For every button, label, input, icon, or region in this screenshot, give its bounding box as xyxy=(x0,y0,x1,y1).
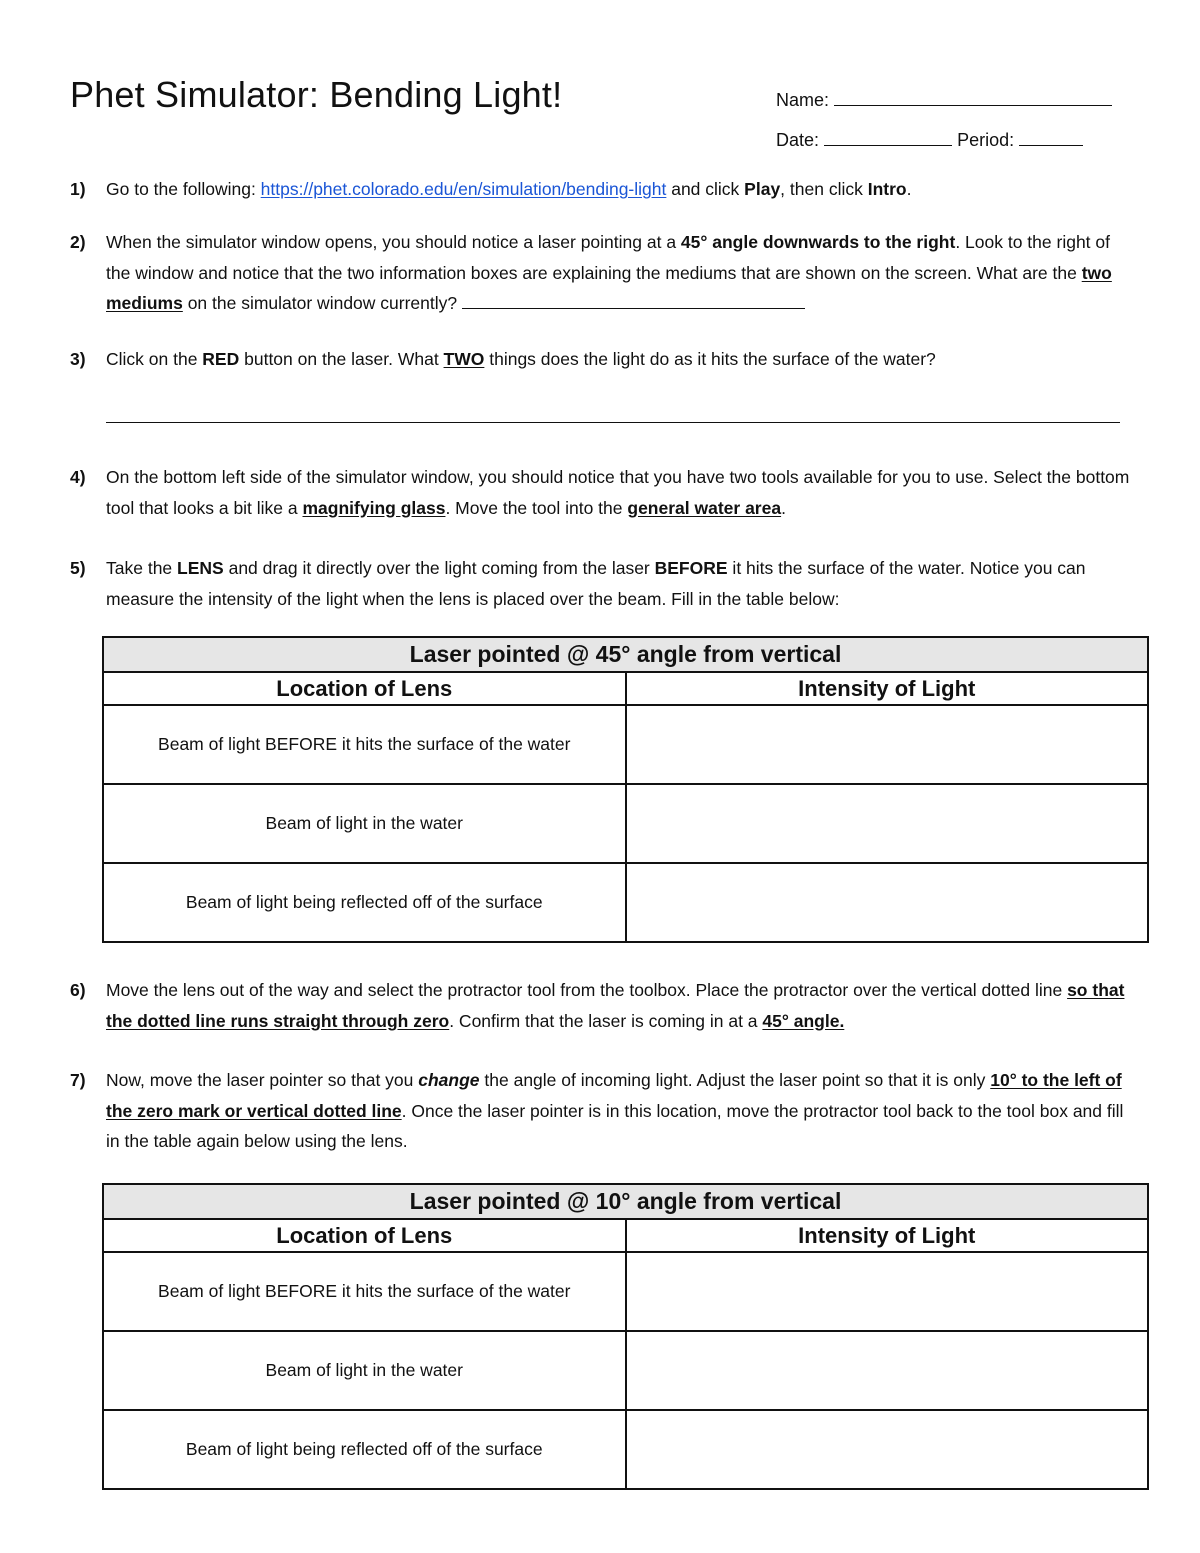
column-header-intensity: Intensity of Light xyxy=(626,1219,1149,1252)
intensity-input-cell[interactable] xyxy=(626,1252,1149,1331)
question-number: 2) xyxy=(70,232,86,252)
location-cell: Beam of light being reflected off of the surface xyxy=(103,863,626,942)
intensity-input-cell[interactable] xyxy=(626,705,1149,784)
table-row xyxy=(103,705,1148,784)
location-cell: Beam of light in the water xyxy=(103,1331,626,1410)
location-cell: Beam of light BEFORE it hits the surface of the water xyxy=(103,705,626,784)
date-label: Date: xyxy=(776,130,820,150)
question-number: 3) xyxy=(70,349,86,369)
page-title: Phet Simulator: Bending Light! xyxy=(70,74,563,115)
intensity-table-45 xyxy=(102,636,1149,943)
table-row xyxy=(103,1252,1148,1331)
question-3: 3) Click on the RED button on the laser. What TWO things does the light do as it hits the surface of the water? xyxy=(70,344,1130,375)
phet-link[interactable]: https://phet.colorado.edu/en/simulation/bending-light xyxy=(260,179,667,199)
table-caption: Laser pointed @ 45° angle from vertical xyxy=(103,637,1148,672)
question-2: 2) When the simulator window opens, you should notice a laser pointing at a 45° angle downwards to the right. Look to the right of the window and notice that the two information boxes are explaining the mediums that are shown on the screen. What are the two mediums on the simulator window currently? xyxy=(70,227,1130,319)
question-5: 5) Take the LENS and drag it directly over the light coming from the laser BEFORE it hits the surface of the water. Notice you can measure the intensity of the light when the lens is placed over the beam. Fill in the table below: xyxy=(70,553,1130,614)
question-7: 7) Now, move the laser pointer so that you change the angle of incoming light. Adjust the laser point so that it is only 10° to the left of the zero mark or vertical dotted line. Once the laser pointer is in this location, move the protractor tool back to the tool box and fill in the table again below using the lens. xyxy=(70,1065,1130,1157)
location-cell: Beam of light BEFORE it hits the surface of the water xyxy=(103,1252,626,1331)
location-cell: Beam of light being reflected off of the surface xyxy=(103,1410,626,1489)
intensity-input-cell[interactable] xyxy=(626,1410,1149,1489)
date-field[interactable] xyxy=(824,131,952,146)
table-row xyxy=(103,1410,1148,1489)
question-number: 7) xyxy=(70,1070,86,1090)
table-row xyxy=(103,784,1148,863)
column-header-intensity: Intensity of Light xyxy=(626,672,1149,705)
answer-line[interactable] xyxy=(106,422,1120,423)
date-period-row xyxy=(776,130,1083,151)
question-1: 1) Go to the following: https://phet.colorado.edu/en/simulation/bending-light and click Play, then click Intro. xyxy=(70,174,1130,205)
question-number: 1) xyxy=(70,179,86,199)
intensity-table-10 xyxy=(102,1183,1149,1490)
intensity-input-cell[interactable] xyxy=(626,863,1149,942)
question-4: 4) On the bottom left side of the simulator window, you should notice that you have two tools available for you to use. Select the bottom tool that looks a bit like a magnifying glass. Move the tool into the general water area. xyxy=(70,462,1130,523)
name-field[interactable] xyxy=(834,91,1112,106)
question-6: 6) Move the lens out of the way and select the protractor tool from the toolbox. Place the protractor over the vertical dotted line so that the dotted line runs straight through zero. Confirm that the laser is coming in at a 45° angle. xyxy=(70,975,1130,1036)
column-header-location: Location of Lens xyxy=(103,672,626,705)
period-label: Period: xyxy=(957,130,1015,150)
table-row xyxy=(103,1331,1148,1410)
column-header-location: Location of Lens xyxy=(103,1219,626,1252)
question-number: 4) xyxy=(70,467,86,487)
period-field[interactable] xyxy=(1019,131,1083,146)
table-row xyxy=(103,863,1148,942)
location-cell: Beam of light in the water xyxy=(103,784,626,863)
intensity-input-cell[interactable] xyxy=(626,784,1149,863)
question-number: 5) xyxy=(70,558,86,578)
name-label: Name: xyxy=(776,90,830,110)
intensity-input-cell[interactable] xyxy=(626,1331,1149,1410)
question-number: 6) xyxy=(70,980,86,1000)
answer-blank[interactable] xyxy=(462,294,805,309)
table-caption: Laser pointed @ 10° angle from vertical xyxy=(103,1184,1148,1219)
name-row xyxy=(776,90,1112,111)
